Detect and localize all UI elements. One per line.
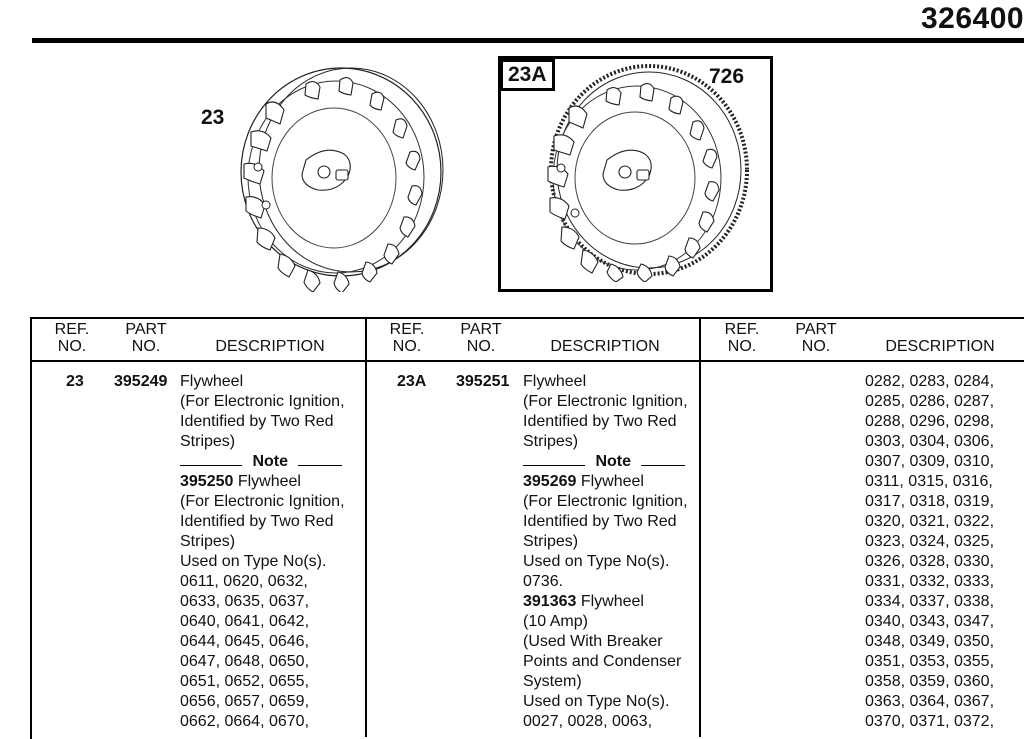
desc-line: Flywheel — [180, 373, 244, 390]
desc-line: 0027, 0028, 0063, — [523, 713, 653, 730]
ref-no-23a: 23A — [397, 373, 427, 390]
desc-line: Used on Type No(s). — [180, 553, 327, 570]
alt-part-number: 395269 — [523, 473, 577, 490]
alt-part-number: 395250 — [180, 473, 234, 490]
desc-line: 0303, 0304, 0306, — [865, 433, 995, 450]
header-description: DESCRIPTION — [885, 338, 995, 355]
header-ref-no — [720, 321, 764, 355]
header-ref-no-line2: NO. — [57, 338, 87, 355]
desc-line: 0358, 0359, 0360, — [865, 673, 995, 690]
desc-line: Used on Type No(s). — [523, 693, 670, 710]
desc-line: 0351, 0353, 0355, — [865, 653, 995, 670]
note-label: Note — [595, 453, 632, 470]
header-ref-no-line1: REF. — [389, 321, 425, 338]
desc-line: 0311, 0315, 0316, — [865, 473, 993, 490]
desc-line: 0331, 0332, 0333, — [865, 573, 995, 590]
note-divider — [180, 452, 365, 472]
desc-line: 0370, 0371, 0372, — [865, 713, 995, 730]
flywheel-23a-illustration — [541, 60, 751, 282]
header-part-no-line2: NO. — [131, 338, 161, 355]
callout-23a: 23A — [500, 59, 555, 91]
desc-line: (For Electronic Ignition, — [180, 493, 345, 510]
desc-line: Stripes) — [523, 533, 579, 550]
header-part-no-line1: PART — [460, 321, 502, 338]
desc-line: 0633, 0635, 0637, — [180, 593, 310, 610]
desc-line: 0647, 0648, 0650, — [180, 653, 310, 670]
note-dash-right — [641, 465, 685, 467]
header-part-no-line1: PART — [795, 321, 837, 338]
header-description: DESCRIPTION — [550, 338, 660, 355]
desc-line: 0307, 0309, 0310, — [865, 453, 995, 470]
callout-23: 23 — [201, 106, 225, 129]
desc-line: 0326, 0328, 0330, — [865, 553, 995, 570]
note-label: Note — [252, 453, 289, 470]
note-dash-right — [298, 465, 342, 467]
header-part-no — [453, 321, 509, 355]
desc-line: Used on Type No(s). — [523, 553, 670, 570]
part-no-395249: 395249 — [114, 373, 168, 390]
header-rule — [32, 38, 1024, 43]
desc-line — [180, 472, 365, 492]
header-ref-no — [385, 321, 429, 355]
desc-line: Identified by Two Red — [523, 513, 677, 530]
note-dash-left — [180, 465, 242, 467]
description-col1 — [180, 372, 365, 732]
header-part-no-line2: NO. — [801, 338, 831, 355]
header-part-no-line2: NO. — [466, 338, 496, 355]
desc-line: 0340, 0343, 0347, — [865, 613, 995, 630]
callout-726: 726 — [709, 65, 745, 88]
desc-line: 0317, 0318, 0319, — [865, 493, 995, 510]
desc-line: 0334, 0337, 0338, — [865, 593, 995, 610]
desc-line: (10 Amp) — [523, 613, 588, 630]
desc-line: 0320, 0321, 0322, — [865, 513, 995, 530]
header-part-no — [118, 321, 174, 355]
header-ref-no-line1: REF. — [54, 321, 90, 338]
desc-line: Identified by Two Red — [523, 413, 677, 430]
header-description: DESCRIPTION — [215, 338, 325, 355]
alt-part-name: Flywheel — [233, 473, 301, 490]
desc-line: (For Electronic Ignition, — [523, 493, 688, 510]
alt-part-name: Flywheel — [576, 593, 644, 610]
desc-line — [523, 592, 708, 612]
desc-line: 0285, 0286, 0287, — [865, 393, 995, 410]
desc-line: 0651, 0652, 0655, — [180, 673, 310, 690]
desc-line: 0662, 0664, 0670, — [180, 713, 310, 730]
desc-line — [523, 472, 708, 492]
header-part-no-line1: PART — [125, 321, 167, 338]
desc-line: 0348, 0349, 0350, — [865, 633, 995, 650]
desc-line: 0736. — [523, 573, 564, 590]
description-col2 — [523, 372, 708, 732]
desc-line: (For Electronic Ignition, — [180, 393, 345, 410]
header-part-no — [788, 321, 844, 355]
header-ref-no-line2: NO. — [727, 338, 757, 355]
desc-line: System) — [523, 673, 582, 690]
desc-line: 0644, 0645, 0646, — [180, 633, 310, 650]
alt-part-name: Flywheel — [576, 473, 644, 490]
note-divider — [523, 452, 708, 472]
desc-line: 0611, 0620, 0632, — [180, 573, 308, 590]
column-divider-1 — [365, 317, 367, 737]
part-no-395251: 395251 — [456, 373, 510, 390]
desc-line: Stripes) — [523, 433, 579, 450]
desc-line: 0363, 0364, 0367, — [865, 693, 995, 710]
header-ref-no-line2: NO. — [392, 338, 422, 355]
desc-line: 0288, 0296, 0298, — [865, 413, 995, 430]
desc-line: 0640, 0641, 0642, — [180, 613, 310, 630]
desc-line: 0323, 0324, 0325, — [865, 533, 995, 550]
description-col3 — [865, 372, 1015, 732]
desc-line: 0282, 0283, 0284, — [865, 373, 995, 390]
flywheel-23-illustration — [236, 52, 446, 292]
desc-line: (Used With Breaker — [523, 633, 663, 650]
desc-line: (For Electronic Ignition, — [523, 393, 688, 410]
table-header-rule — [30, 360, 1024, 362]
alt-part-number: 391363 — [523, 593, 577, 610]
note-dash-left — [523, 465, 585, 467]
header-ref-no-line1: REF. — [724, 321, 760, 338]
header-ref-no — [50, 321, 94, 355]
desc-line: Identified by Two Red — [180, 513, 334, 530]
desc-line: Flywheel — [523, 373, 587, 390]
desc-line: Stripes) — [180, 433, 236, 450]
model-number: 326400 — [921, 2, 1024, 35]
desc-line: Stripes) — [180, 533, 236, 550]
desc-line: Points and Condenser — [523, 653, 682, 670]
ref-no-23: 23 — [66, 373, 84, 390]
desc-line: Identified by Two Red — [180, 413, 334, 430]
desc-line: 0656, 0657, 0659, — [180, 693, 310, 710]
